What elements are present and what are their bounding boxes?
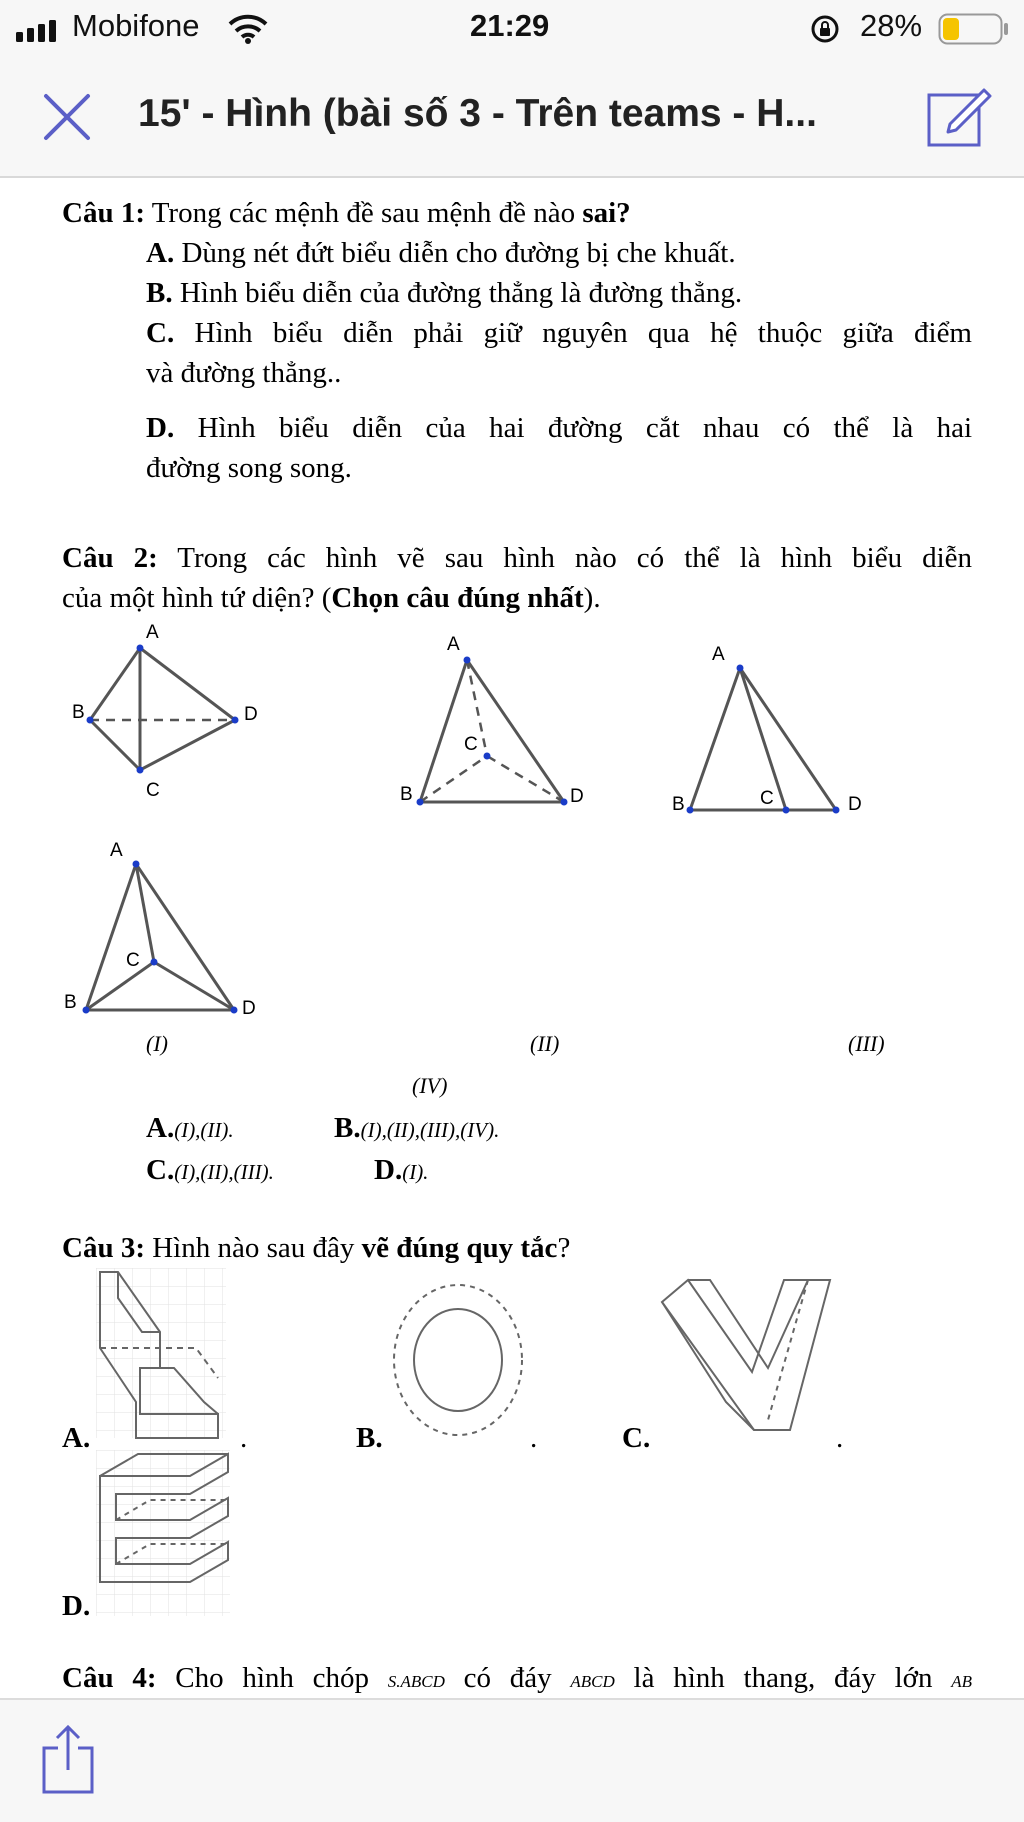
q4-text-2: có đáy: [463, 1662, 552, 1694]
fig4-point-c: C: [126, 950, 140, 971]
q3-option-c-key: C.: [622, 1422, 651, 1454]
q2-option-a-text: (I),(II).: [174, 1118, 234, 1142]
q3-stem: [62, 1228, 570, 1268]
q3-label: Câu 3:: [62, 1232, 145, 1264]
q2-label: Câu 2:: [62, 542, 158, 574]
carrier-name: Mobifone: [72, 8, 200, 43]
q1-emph: sai?: [582, 197, 631, 229]
q1-option-a-key: A.: [146, 237, 175, 269]
tetrahedron-figure-3: [668, 630, 888, 830]
rotation-lock-icon: [810, 14, 840, 44]
figure-label-1: (I): [146, 1031, 168, 1056]
fig1-point-a: A: [146, 622, 159, 643]
q3-option-b-key: B.: [356, 1422, 383, 1454]
document-view[interactable]: [0, 178, 1024, 1698]
fig4-point-b: B: [64, 992, 77, 1013]
q2-option-b: [334, 1108, 499, 1150]
q2-emph: Chọn câu đúng nhất: [331, 582, 584, 614]
q4-math-3: AB: [951, 1672, 973, 1691]
q3-figure-a-dot: .: [240, 1422, 248, 1454]
q4-stem: [62, 1658, 972, 1698]
q1-label: Câu 1:: [62, 197, 145, 229]
fig3-point-a: A: [712, 644, 725, 665]
q1-option-c-cont: và đường thẳng..: [146, 357, 342, 389]
fig2-point-b: B: [400, 784, 413, 805]
q2-option-d-text: (I).: [402, 1160, 429, 1184]
q4-text-3: là hình thang, đáy lớn: [633, 1662, 933, 1694]
q4-math-1: S.ABCD: [387, 1672, 445, 1691]
q1-option-b: [146, 273, 742, 313]
fig1-point-b: B: [72, 702, 85, 723]
q4-label: Câu 4:: [62, 1662, 157, 1694]
q2-option-b-key: B.: [334, 1112, 361, 1144]
figure-label-3: (III): [848, 1031, 885, 1056]
q1-option-d-cont: đường song song.: [146, 452, 352, 484]
q3-figure-b-dot: .: [530, 1422, 538, 1454]
wifi-icon: [228, 14, 268, 44]
q3-text: Hình nào sau đây: [152, 1232, 355, 1264]
share-icon[interactable]: [40, 1724, 96, 1796]
q4-math-2: ABCD: [570, 1672, 615, 1691]
figure-label-2: (II): [530, 1031, 560, 1056]
fig3-point-b: B: [672, 794, 685, 815]
q2-option-d-key: D.: [374, 1154, 403, 1186]
q1-option-b-text: Hình biểu diễn của đường thẳng là đường thẳng.: [179, 277, 743, 309]
tetrahedron-figure-4: [62, 830, 282, 1030]
q3-figure-c-dot: .: [836, 1422, 844, 1454]
q2-option-a: [146, 1108, 234, 1150]
page-title: 15' - Hình (bài số 3 - Trên teams - H...: [138, 92, 817, 135]
tetrahedron-figure-2: [392, 630, 612, 830]
fig1-point-c: C: [146, 780, 160, 800]
q1-option-c-key: C.: [146, 317, 175, 349]
fig1-point-d: D: [244, 704, 258, 725]
q2-option-a-key: A.: [146, 1112, 175, 1144]
q1-text: Trong các mệnh đề sau mệnh đề nào: [151, 197, 576, 229]
battery-percent: 28%: [860, 8, 923, 43]
q2-stem: [62, 538, 972, 578]
q4-text-1: Cho hình chóp: [175, 1662, 370, 1694]
q1-option-b-key: B.: [146, 277, 173, 309]
fig2-point-a: A: [447, 634, 460, 655]
q3-emph: vẽ đúng quy tắc: [361, 1232, 558, 1264]
nav-bar: [0, 56, 1024, 178]
q3-figure-c: [658, 1272, 838, 1452]
fig4-point-a: A: [110, 840, 123, 861]
q3-option-a-key: A.: [62, 1422, 91, 1454]
fig3-point-d: D: [848, 794, 862, 815]
close-icon[interactable]: [42, 92, 92, 142]
q1-option-c-text: Hình biểu diễn phải giữ nguyên qua hệ thuộc giữa điểm: [194, 317, 972, 349]
fig4-point-d: D: [242, 998, 256, 1019]
q3-figure-a: [96, 1268, 236, 1448]
q2-option-d: [374, 1150, 428, 1192]
q1-option-d-key: D.: [146, 412, 175, 444]
q3-option-d-key: D.: [62, 1590, 91, 1622]
q1-option-c: [146, 313, 972, 353]
status-bar: [0, 0, 1024, 56]
q2-tail: ).: [583, 582, 601, 614]
q1-option-a: [146, 233, 736, 273]
clock-time: 21:29: [470, 8, 550, 43]
q2-option-c: [146, 1150, 274, 1192]
q2-line1: Trong các hình vẽ sau hình nào có thể là hình biểu diễn: [177, 542, 973, 574]
battery-icon: [938, 13, 1010, 45]
q3-tail: ?: [557, 1232, 571, 1264]
q3-figure-d: [96, 1450, 236, 1620]
q1-option-d-text: Hình biểu diễn của hai đường cắt nhau có thể là hai: [197, 412, 973, 444]
q2-option-c-key: C.: [146, 1154, 175, 1186]
q3-figure-b: [390, 1282, 530, 1442]
figure-label-4: (IV): [412, 1073, 448, 1098]
fig2-point-d: D: [570, 786, 584, 807]
q1-option-a-text: Dùng nét đứt biểu diễn cho đường bị che khuất.: [181, 237, 736, 269]
signal-icon: [16, 20, 58, 42]
q2-option-b-text: (I),(II),(III),(IV).: [360, 1118, 500, 1142]
q2-option-c-text: (I),(II),(III).: [174, 1160, 274, 1184]
tetrahedron-figure-1: [62, 620, 282, 800]
fig3-point-c: C: [760, 788, 774, 809]
fig2-point-c: C: [464, 734, 478, 755]
q2-line2: của một hình tứ diện? (: [62, 582, 332, 614]
q1-option-d: [146, 408, 972, 448]
q1-stem: [62, 193, 631, 233]
edit-icon[interactable]: [926, 80, 994, 148]
bottom-toolbar: [0, 1698, 1024, 1822]
q2-stem-cont: [62, 578, 601, 618]
